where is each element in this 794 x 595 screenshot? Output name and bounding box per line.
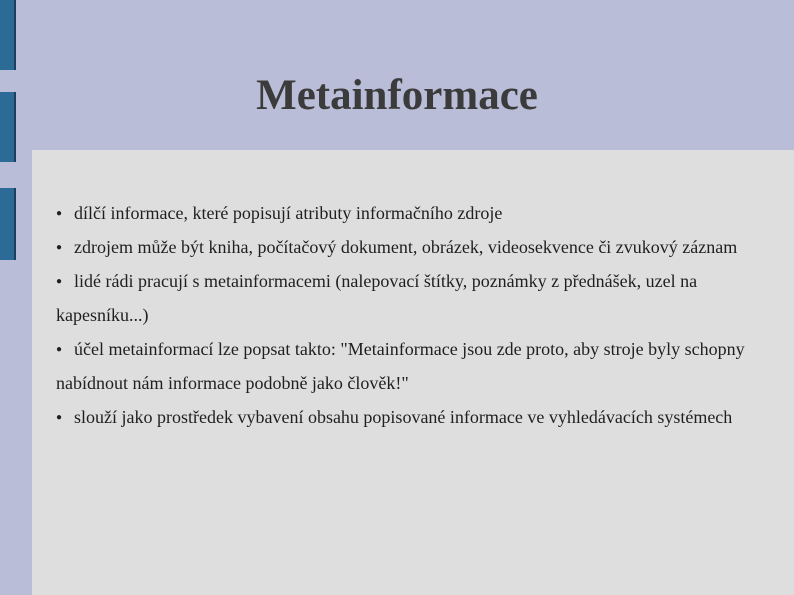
- bullet-text: dílčí informace, které popisují atributy informačního zdroje: [74, 203, 503, 223]
- bullet-text: lidé rádi pracují s metainformacemi (nalepovací štítky, poznámky z přednášek, uzel na kapesníku...): [56, 271, 698, 325]
- bullet-icon: ●: [56, 344, 63, 355]
- bullet-list: [56, 196, 756, 434]
- bullet-text: zdrojem může být kniha, počítačový dokument, obrázek, videosekvence či zvukový záznam: [74, 237, 738, 257]
- bullet-icon: ●: [56, 276, 63, 287]
- bullet-icon: ●: [56, 208, 63, 219]
- list-item: [56, 400, 756, 434]
- list-item: [56, 264, 756, 332]
- list-item: [56, 196, 756, 230]
- bullet-icon: ●: [56, 242, 63, 253]
- left-edge-bar: [0, 188, 16, 260]
- left-edge-bar: [0, 0, 16, 70]
- bullet-text: účel metainformací lze popsat takto: "Metainformace jsou zde proto, aby stroje byly schopny nabídnout nám informace podobně jako člověk!": [56, 339, 745, 393]
- list-item: [56, 332, 756, 400]
- slide-title: Metainformace: [256, 72, 538, 119]
- list-item: [56, 230, 756, 264]
- bullet-icon: ●: [56, 412, 63, 423]
- bullet-text: slouží jako prostředek vybavení obsahu popisované informace ve vyhledávacích systémech: [74, 407, 733, 427]
